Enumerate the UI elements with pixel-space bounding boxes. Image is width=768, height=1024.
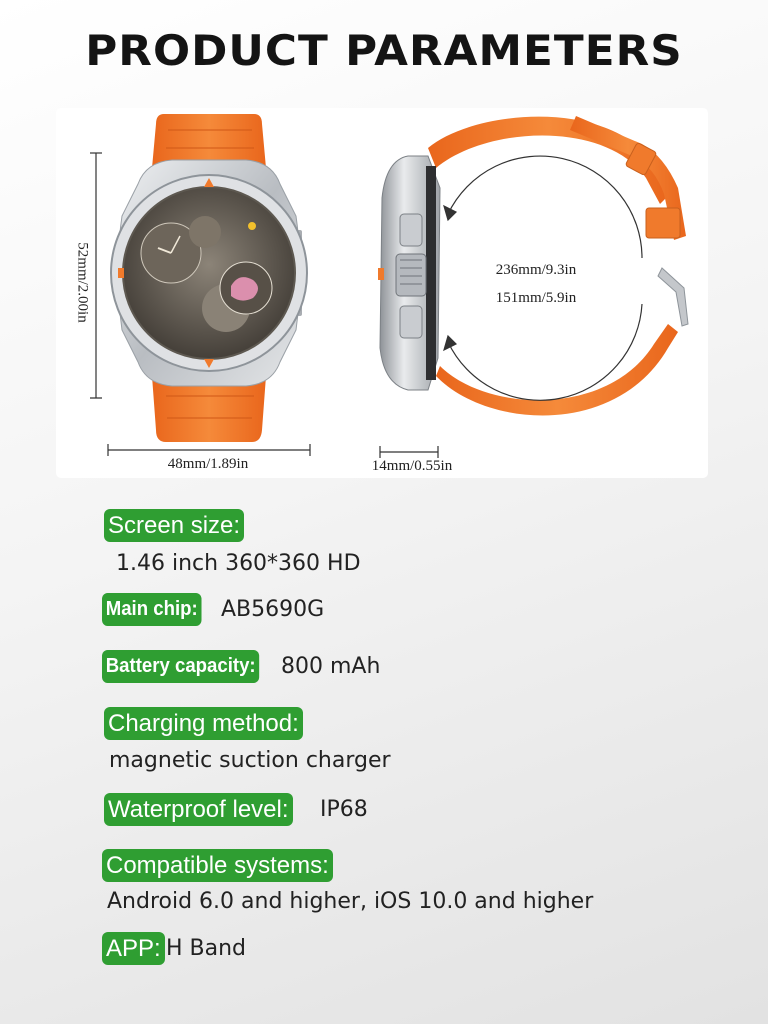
- page-title: PRODUCT PARAMETERS: [85, 26, 683, 75]
- compatible-systems-label: Compatible systems:: [102, 849, 333, 882]
- charging-method-label: Charging method:: [104, 707, 303, 740]
- waterproof-level-label: Waterproof level:: [104, 793, 293, 826]
- app-value: H Band: [166, 936, 247, 961]
- strap-long-length-label: 236mm/9.3in: [495, 262, 577, 278]
- app-label: APP:: [102, 932, 165, 965]
- screen-size-label: Screen size:: [104, 509, 244, 542]
- charging-method-value: magnetic suction charger: [109, 748, 391, 773]
- thickness-dimension-label: 14mm/0.55in: [371, 458, 453, 474]
- screen-size-value: 1.46 inch 360*360 HD: [116, 551, 361, 576]
- height-dimension-label: 52mm/2.00in: [74, 242, 91, 323]
- battery-capacity-label: Battery capacity:: [102, 650, 259, 683]
- width-dimension-label: 48mm/1.89in: [167, 456, 249, 472]
- compatible-systems-value: Android 6.0 and higher, iOS 10.0 and higher: [107, 889, 594, 914]
- main-chip-label: Main chip:: [102, 593, 201, 626]
- waterproof-level-value: IP68: [320, 797, 368, 822]
- front-watch: [111, 114, 307, 442]
- product-image-panel: [56, 108, 708, 478]
- battery-capacity-value: 800 mAh: [281, 654, 381, 679]
- strap-short-length-label: 151mm/5.9in: [495, 290, 577, 306]
- main-chip-value: AB5690G: [221, 597, 325, 622]
